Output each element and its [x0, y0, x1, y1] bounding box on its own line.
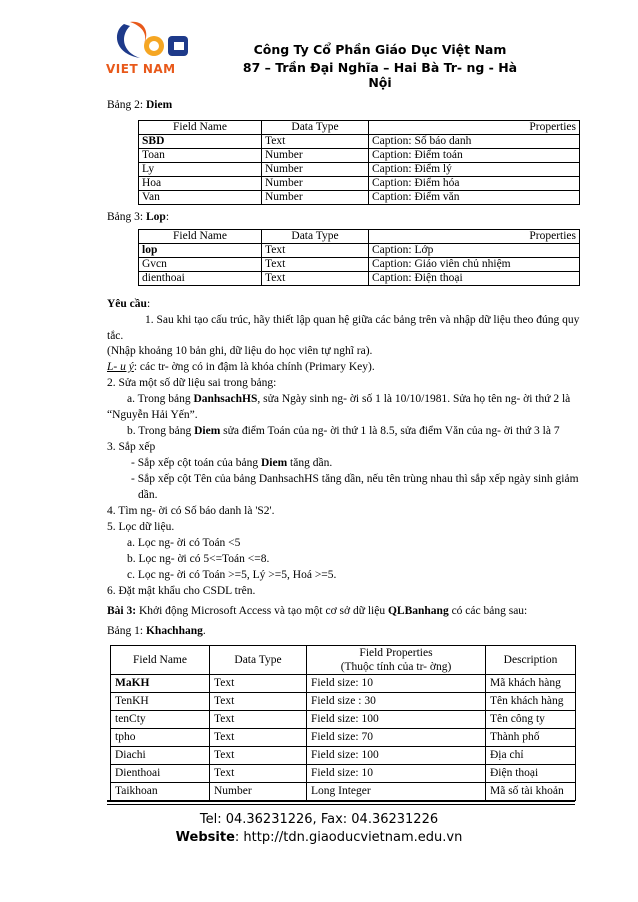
column-header: Data Type: [210, 646, 307, 675]
table-row: [111, 765, 576, 783]
table-cell: Mã số tài khoản: [486, 783, 576, 801]
table-cell: Hoa: [139, 177, 262, 191]
requirement-line: 3. Sắp xếp: [107, 441, 156, 453]
requirement-line: c. Lọc ng- ời có Toán >=5, Lý >=5, Hoá >=5.: [127, 569, 337, 581]
table-cell: Field size: 100: [307, 747, 486, 765]
exercise-3-title: Bài 3: Khởi động Microsoft Access và tạo một cơ sở dữ liệu QLBanhang có các bảng sau:: [107, 605, 528, 617]
logo-text: VIET NAM: [106, 62, 176, 76]
table-header-row: [139, 121, 580, 135]
requirement-line: a. Lọc ng- ời có Toán <5: [127, 537, 241, 549]
table-row: [111, 783, 576, 801]
column-header: Data Type: [262, 230, 369, 244]
requirement-line: tắc.: [107, 330, 124, 342]
requirement-line: dần.: [138, 489, 158, 501]
table-cell: Diachi: [111, 747, 210, 765]
table-cell: tpho: [111, 729, 210, 747]
table-khachhang: [110, 645, 576, 801]
table-cell: tenCty: [111, 711, 210, 729]
table-khachhang-label: Bảng 1: Khachhang.: [107, 625, 206, 637]
table-cell: dienthoai: [139, 272, 262, 286]
table-lop-label: Bảng 3: Lop:: [107, 211, 170, 223]
requirement-line: 6. Đặt mật khẩu cho CSDL trên.: [107, 585, 256, 597]
table-cell: Caption: Số báo danh: [369, 135, 580, 149]
footer-divider: [107, 800, 575, 802]
table-header-row: [139, 230, 580, 244]
footer-divider: [107, 804, 575, 805]
table-row: [111, 711, 576, 729]
table-cell: Caption: Điểm lý: [369, 163, 580, 177]
requirement-line: 1. Sau khi tạo cấu trúc, hãy thiết lập quan hệ giữa các bảng trên và nhập dữ liệu theo đúng quy: [145, 314, 580, 326]
requirements-title: Yêu cầu:: [107, 298, 151, 310]
table-row: [111, 675, 576, 693]
column-header: Field Name: [139, 230, 262, 244]
table-row: [139, 149, 580, 163]
column-header: Data Type: [262, 121, 369, 135]
table-cell: Text: [262, 135, 369, 149]
company-address: 87 – Trần Đại Nghĩa – Hai Bà Tr- ng - Hà Nội: [242, 60, 518, 90]
table-cell: Toan: [139, 149, 262, 163]
table-cell: Địa chỉ: [486, 747, 576, 765]
table-cell: Number: [262, 191, 369, 205]
company-name: Công Ty Cổ Phần Giáo Dục Việt Nam: [253, 42, 507, 57]
table-cell: Text: [210, 747, 307, 765]
table-cell: Caption: Điện thoại: [369, 272, 580, 286]
website-link[interactable]: : http://tdn.giaoducvietnam.edu.vn: [234, 830, 463, 845]
column-header: Description: [486, 646, 576, 675]
table-cell: Ly: [139, 163, 262, 177]
table-cell: MaKH: [111, 675, 210, 693]
requirement-line: 5. Lọc dữ liệu.: [107, 521, 175, 533]
table-cell: Field size: 100: [307, 711, 486, 729]
column-header: Properties: [369, 230, 580, 244]
table-cell: Number: [262, 149, 369, 163]
footer-website: Website: http://tdn.giaoducvietnam.edu.vn: [175, 830, 463, 845]
table-cell: Caption: Điểm toán: [369, 149, 580, 163]
table-cell: Tên khách hàng: [486, 693, 576, 711]
company-logo: [104, 18, 216, 80]
table-cell: Caption: Lớp: [369, 244, 580, 258]
table-cell: Thành phố: [486, 729, 576, 747]
column-header: Field Name: [139, 121, 262, 135]
table-row: [111, 747, 576, 765]
table-cell: TenKH: [111, 693, 210, 711]
table-cell: Caption: Điểm hóa: [369, 177, 580, 191]
requirement-line: 2. Sửa một số dữ liệu sai trong bảng:: [107, 377, 277, 389]
table-row: [139, 191, 580, 205]
requirement-line: b. Trong bảng Diem sửa điểm Toán của ng- ời thứ 1 là 8.5, sửa điểm Văn của ng- ời thứ 3 là 7: [127, 425, 560, 437]
table-cell: Text: [210, 729, 307, 747]
logo-swoosh-icon: [104, 18, 216, 64]
table-row: [139, 244, 580, 258]
table-lop: [138, 229, 580, 286]
column-header: Field Name: [111, 646, 210, 675]
footer-contact: Tel: 04.36231226, Fax: 04.36231226: [199, 812, 439, 827]
column-header: Field Properties (Thuộc tính của tr- ờng): [307, 646, 486, 675]
column-header: Properties: [369, 121, 580, 135]
table-cell: lop: [139, 244, 262, 258]
table-row: [139, 258, 580, 272]
note-line: L- u ý: các tr- ờng có in đậm là khóa chính (Primary Key).: [107, 361, 375, 373]
table-cell: Điện thoại: [486, 765, 576, 783]
table-row: [139, 177, 580, 191]
table-row: [139, 163, 580, 177]
table-cell: Number: [210, 783, 307, 801]
requirement-line: (Nhập khoảng 10 bản ghi, dữ liệu do học viên tự nghĩ ra).: [107, 345, 373, 357]
table-cell: Dienthoai: [111, 765, 210, 783]
table-cell: Tên công ty: [486, 711, 576, 729]
table-row: [139, 135, 580, 149]
table-cell: Number: [262, 163, 369, 177]
table-cell: Field size: 10: [307, 765, 486, 783]
table-cell: SBD: [139, 135, 262, 149]
table-cell: Text: [262, 244, 369, 258]
requirement-line: “Nguyễn Hải Yến”.: [107, 409, 198, 421]
table-cell: Mã khách hàng: [486, 675, 576, 693]
table-diem: [138, 120, 580, 205]
table-cell: Long Integer: [307, 783, 486, 801]
requirement-line: - Sắp xếp cột Tên của bảng DanhsachHS tăng dần, nếu tên trùng nhau thì sắp xếp ngày sinh giảm: [131, 473, 579, 485]
table-cell: Text: [210, 711, 307, 729]
table-cell: Text: [262, 272, 369, 286]
table-header-row: [111, 646, 576, 675]
table-cell: Taikhoan: [111, 783, 210, 801]
table-cell: Text: [210, 675, 307, 693]
table-cell: Field size: 10: [307, 675, 486, 693]
table-cell: Field size : 30: [307, 693, 486, 711]
table-row: [111, 729, 576, 747]
table-row: [111, 693, 576, 711]
requirement-line: - Sắp xếp cột toán của bảng Diem tăng dần.: [131, 457, 333, 469]
requirement-line: 4. Tìm ng- ời có Số báo danh là 'S2'.: [107, 505, 275, 517]
table-row: [139, 272, 580, 286]
requirement-line: a. Trong bảng DanhsachHS, sửa Ngày sinh ng- ời số 1 là 10/10/1981. Sửa họ tên ng- ời thứ 2 là: [127, 393, 571, 405]
table-cell: Text: [210, 693, 307, 711]
table-cell: Caption: Giáo viên chủ nhiệm: [369, 258, 580, 272]
table-cell: Number: [262, 177, 369, 191]
table-cell: Field size: 70: [307, 729, 486, 747]
table-cell: Caption: Điểm văn: [369, 191, 580, 205]
table-cell: Gvcn: [139, 258, 262, 272]
table-cell: Text: [210, 765, 307, 783]
requirement-line: b. Lọc ng- ời có 5<=Toán <=8.: [127, 553, 270, 565]
table-cell: Text: [262, 258, 369, 272]
table-cell: Van: [139, 191, 262, 205]
table-diem-label: Bảng 2: Diem: [107, 99, 173, 111]
